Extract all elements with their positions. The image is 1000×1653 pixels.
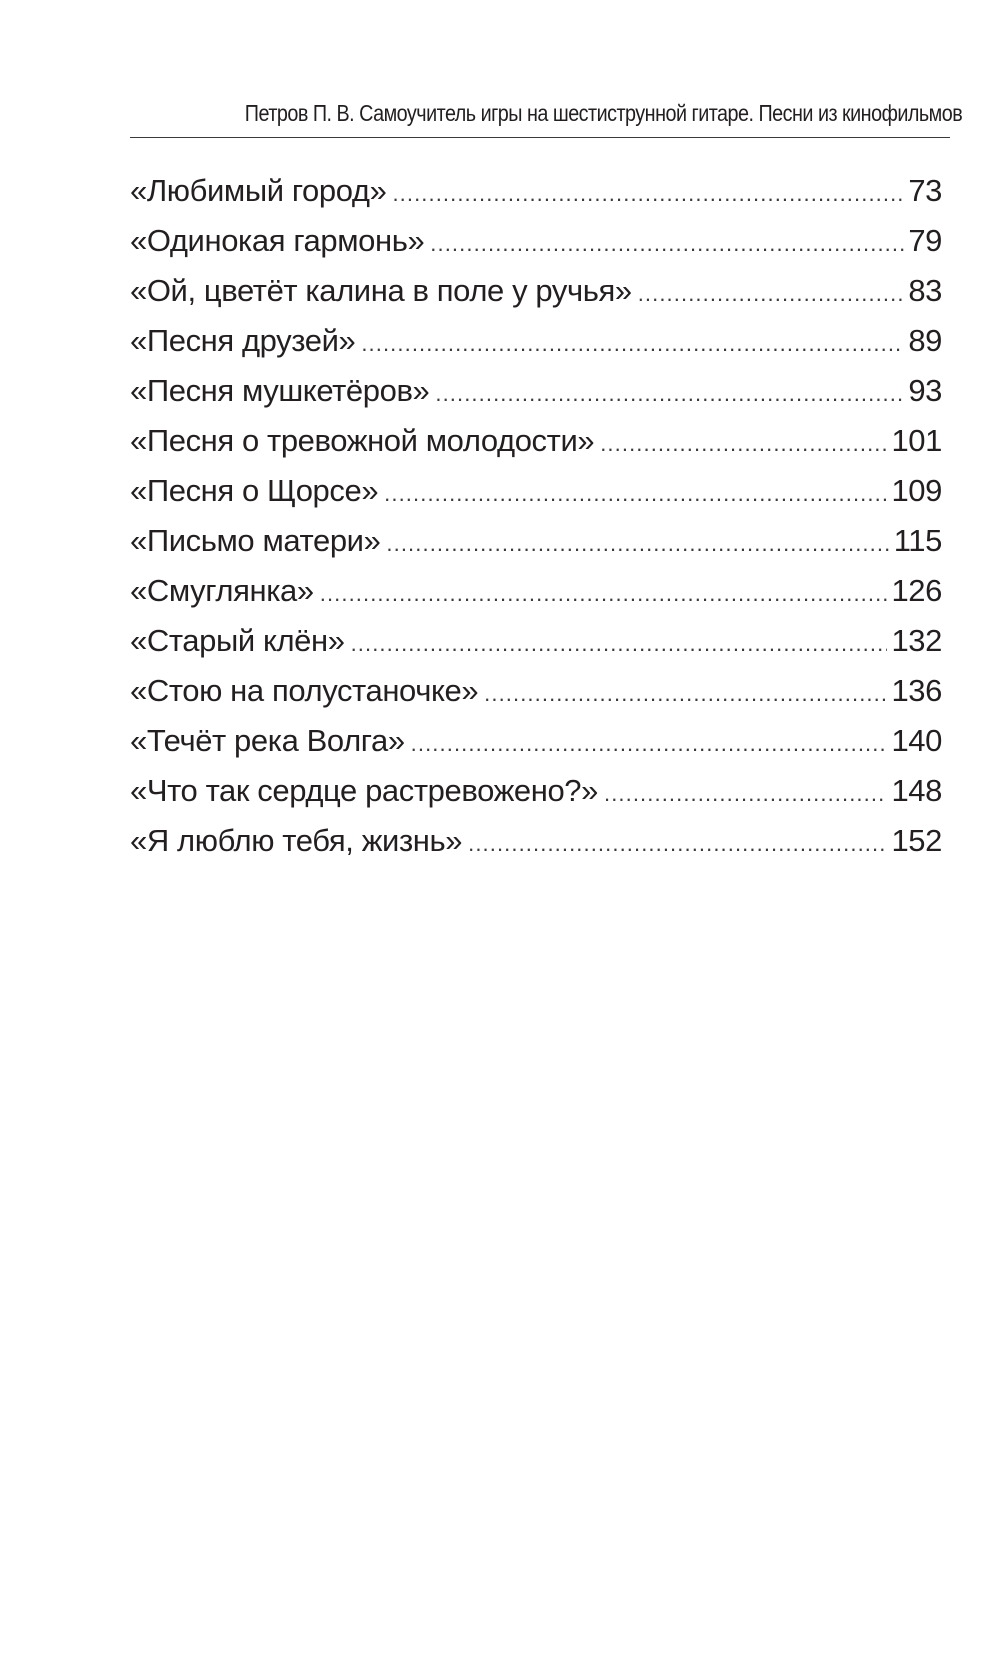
toc-entry bbox=[130, 373, 942, 423]
toc-dot-leader bbox=[411, 731, 888, 757]
toc-entry-page: 148 bbox=[891, 773, 942, 808]
toc-entry-page: 136 bbox=[891, 673, 942, 708]
toc-entry-page: 132 bbox=[891, 623, 942, 658]
toc-entry-title: «Песня о тревожной молодости» bbox=[130, 423, 595, 458]
toc-entry-title: «Течёт река Волга» bbox=[130, 723, 405, 758]
toc-entry-page: 109 bbox=[891, 473, 942, 508]
toc-entry-title: «Песня друзей» bbox=[130, 323, 356, 358]
toc-entry-page: 101 bbox=[891, 423, 942, 458]
toc-entry-title: «Смуглянка» bbox=[130, 573, 314, 608]
running-header: Петров П. В. Самоучитель игры на шестиструнной гитаре. Песни из кинофильмов bbox=[244, 100, 963, 126]
toc-dot-leader bbox=[384, 481, 887, 507]
toc-entry bbox=[130, 173, 942, 223]
toc-entry bbox=[130, 323, 942, 373]
toc-entry-title: «Стою на полустаночке» bbox=[130, 673, 479, 708]
toc-entry bbox=[130, 423, 942, 473]
toc-entry-title: «Ой, цветёт калина в поле у ручья» bbox=[130, 273, 632, 308]
toc-dot-leader bbox=[484, 681, 887, 707]
toc-entry bbox=[130, 223, 942, 273]
toc-entry-title: «Что так сердце растревожено?» bbox=[130, 773, 598, 808]
toc-entry bbox=[130, 723, 942, 773]
toc-entry-page: 93 bbox=[908, 373, 942, 408]
toc-entry-title: «Любимый город» bbox=[130, 173, 387, 208]
toc-entry-page: 126 bbox=[891, 573, 942, 608]
toc-entry-page: 140 bbox=[891, 723, 942, 758]
toc-dot-leader bbox=[430, 231, 904, 257]
toc-entry bbox=[130, 273, 942, 323]
toc-entry bbox=[130, 523, 942, 573]
toc-entry bbox=[130, 573, 942, 623]
header-rule bbox=[130, 137, 950, 138]
toc-entry-page: 89 bbox=[908, 323, 942, 358]
toc-entry-page: 79 bbox=[908, 223, 942, 258]
toc-entry bbox=[130, 823, 942, 873]
toc-entry-title: «Я люблю тебя, жизнь» bbox=[130, 823, 463, 858]
toc-entry-title: «Письмо матери» bbox=[130, 523, 381, 558]
toc-dot-leader bbox=[386, 531, 889, 557]
toc-dot-leader bbox=[320, 581, 888, 607]
toc-entry-page: 115 bbox=[893, 523, 942, 558]
toc-entry bbox=[130, 673, 942, 723]
toc-entry-title: «Старый клён» bbox=[130, 623, 345, 658]
toc-dot-leader bbox=[604, 781, 887, 807]
toc-entry bbox=[130, 623, 942, 673]
toc-dot-leader bbox=[468, 831, 887, 857]
toc-dot-leader bbox=[351, 631, 888, 657]
toc-dot-leader bbox=[361, 331, 904, 357]
toc-entry-title: «Песня о Щорсе» bbox=[130, 473, 379, 508]
toc-dot-leader bbox=[638, 281, 905, 307]
toc-dot-leader bbox=[600, 431, 887, 457]
toc-dot-leader bbox=[392, 181, 904, 207]
toc-entry-page: 73 bbox=[908, 173, 942, 208]
toc-dot-leader bbox=[435, 381, 904, 407]
toc-entry-page: 83 bbox=[908, 273, 942, 308]
toc-entry-title: «Песня мушкетёров» bbox=[130, 373, 430, 408]
toc-entry bbox=[130, 473, 942, 523]
toc-entry bbox=[130, 773, 942, 823]
toc-entry-title: «Одинокая гармонь» bbox=[130, 223, 425, 258]
table-of-contents bbox=[130, 173, 942, 873]
toc-entry-page: 152 bbox=[891, 823, 942, 858]
